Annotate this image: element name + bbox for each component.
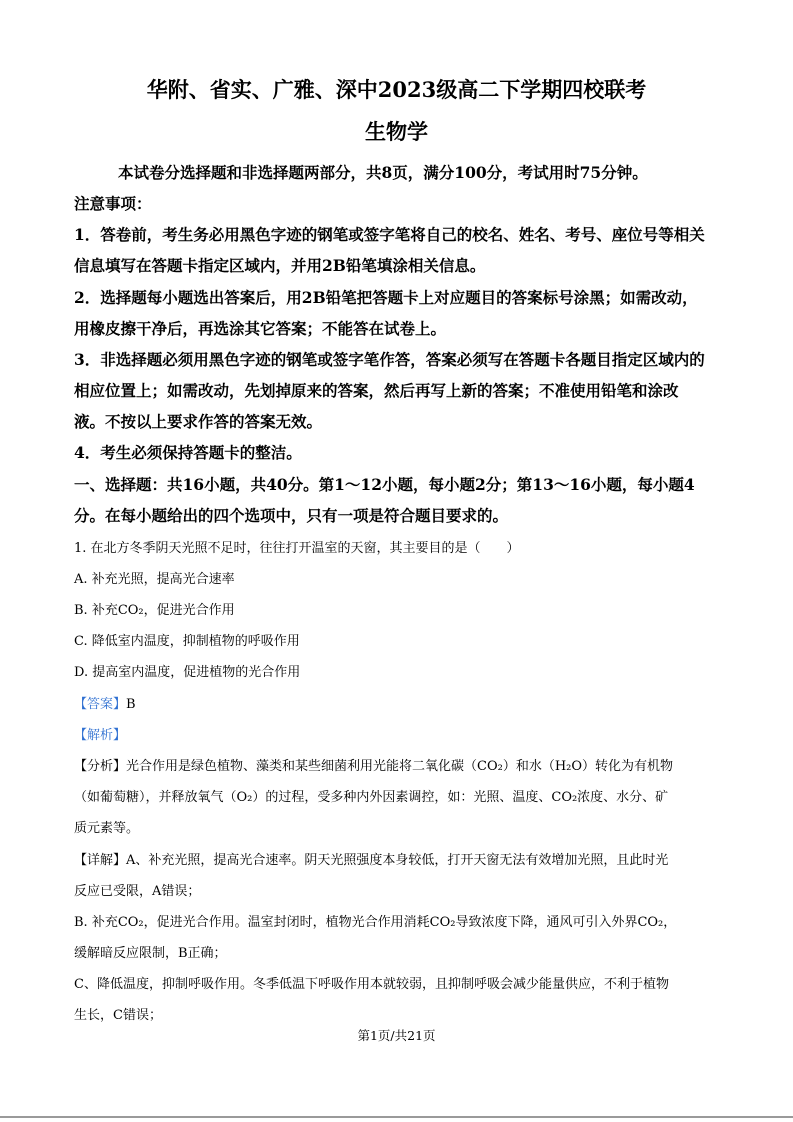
option-c: C. 降低室内温度，抑制植物的呼吸作用 bbox=[74, 634, 300, 649]
notice-line: 相应位置上；如需改动，先划掉原来的答案，然后再写上新的答案；不准使用铅笔和涂改 bbox=[74, 381, 679, 400]
exam-intro: 本试卷分选择题和非选择题两部分，共8页，满分100分，考试用时75分钟。 bbox=[118, 163, 648, 182]
option-d: D. 提高室内温度，促进植物的光合作用 bbox=[74, 665, 301, 680]
analysis-line: 【分析】光合作用是绿色植物、藻类和某些细菌利用光能将二氧化碳（CO₂）和水（H₂O）转化为有机物 bbox=[74, 759, 674, 774]
section-heading: 分。在每小题给出的四个选项中，只有一项是符合题目要求的。 bbox=[74, 506, 509, 525]
notice-line: 2．选择题每小题选出答案后，用2B铅笔把答题卡上对应题目的答案标号涂黑；如需改动， bbox=[74, 288, 698, 307]
notice-line: 信息填写在答题卡指定区域内，并用2B铅笔填涂相关信息。 bbox=[74, 256, 486, 275]
analysis-line: 反应已受限，A错误； bbox=[74, 884, 201, 899]
exam-subject: 生物学 bbox=[365, 119, 428, 144]
question-stem: 1. 在北方冬季阴天光照不足时，往往打开温室的天窗，其主要目的是（ ） bbox=[74, 541, 520, 556]
notice-line: 1．答卷前，考生务必用黑色字迹的钢笔或签字笔将自己的校名、姓名、考号、座位号等相关 bbox=[74, 225, 705, 244]
notice-line: 4．考生必须保持答题卡的整洁。 bbox=[74, 443, 302, 462]
answer-value: B bbox=[126, 697, 136, 712]
analysis-line: （如葡萄糖），并释放氧气（O₂）的过程，受多种内外因素调控，如：光照、温度、CO₂浓度、水分、矿 bbox=[74, 790, 669, 805]
exam-title: 华附、省实、广雅、深中2023级高二下学期四校联考 bbox=[146, 77, 647, 102]
analysis-line: B. 补充CO₂，促进光合作用。温室封闭时，植物光合作用消耗CO₂导致浓度下降，通风可引入外界CO₂， bbox=[74, 915, 677, 930]
option-a: A. 补充光照，提高光合速率 bbox=[74, 572, 235, 587]
analysis-line: 缓解暗反应限制，B正确； bbox=[74, 946, 227, 961]
notice-line: 液。不按以上要求作答的答案无效。 bbox=[74, 412, 323, 431]
analysis-line: 生长，C错误； bbox=[74, 1008, 162, 1023]
analysis-line: 质元素等。 bbox=[74, 821, 140, 836]
page-bottom-divider bbox=[0, 1116, 793, 1118]
notice-line: 用橡皮擦干净后，再选涂其它答案；不能答在试卷上。 bbox=[74, 319, 447, 338]
section-heading: 一、选择题：共16小题，共40分。第1～12小题，每小题2分；第13～16小题，每小题4 bbox=[74, 475, 695, 494]
option-b: B. 补充CO₂，促进光合作用 bbox=[74, 603, 235, 618]
analysis-tag: 【解析】 bbox=[74, 728, 127, 743]
analysis-line: 【详解】A、补充光照，提高光合速率。阴天光照强度本身较低，打开天窗无法有效增加光照，且此时光 bbox=[74, 853, 669, 868]
notice-line: 3．非选择题必须用黑色字迹的钢笔或签字笔作答，答案必须写在答题卡各题目指定区域内的 bbox=[74, 350, 705, 369]
page-number: 第1页/共21页 bbox=[357, 1028, 436, 1043]
analysis-line: C、降低温度，抑制呼吸作用。冬季低温下呼吸作用本就较弱，且抑制呼吸会减少能量供应，不利于植物 bbox=[74, 977, 669, 992]
notice-heading: 注意事项： bbox=[74, 194, 152, 213]
answer-tag: 【答案】 bbox=[74, 697, 127, 712]
answer-line bbox=[74, 693, 136, 712]
